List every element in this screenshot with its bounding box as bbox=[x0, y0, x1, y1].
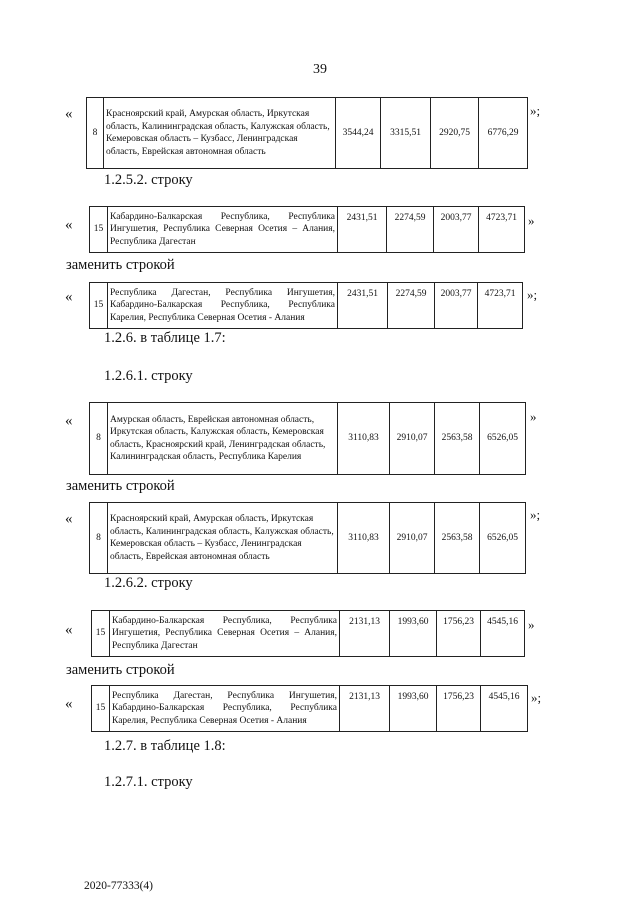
row-regions: Кабардино-Балкарская Республика, Республика Ингушетия, Республика Северная Осетия – Алания, Республика Дагестан bbox=[110, 611, 340, 657]
open-quote: « bbox=[65, 289, 73, 305]
row-value-3: 2563,58 bbox=[435, 503, 480, 574]
table-row bbox=[89, 402, 526, 475]
row-regions: Амурская область, Еврейская автономная область, Иркутская область, Калужская область, Кемеровская область, Красноярский край, Ленинградская область, Калининградская область, Республика Карелия bbox=[108, 403, 338, 475]
table-row bbox=[89, 282, 523, 329]
row-number: 15 bbox=[90, 283, 108, 329]
table-row bbox=[89, 502, 526, 574]
row-number: 15 bbox=[92, 686, 110, 732]
close-quote: »; bbox=[527, 287, 538, 302]
close-quote: »; bbox=[530, 103, 541, 118]
row-value-2: 1993,60 bbox=[390, 611, 437, 657]
row-regions: Красноярский край, Амурская область, Иркутская область, Калининградская область, Калужская область, Кемеровская область – Кузбасс, Ленинградская область, Еврейская автономная область bbox=[104, 98, 336, 169]
section-heading: 1.2.5.2. строку bbox=[104, 172, 193, 188]
row-number: 15 bbox=[90, 207, 108, 253]
row-regions: Республика Дагестан, Республика Ингушетия, Кабардино-Балкарская Республика, Республика Карелия, Республика Северная Осетия - Алания bbox=[108, 283, 338, 329]
table-row bbox=[86, 97, 528, 169]
row-value-4: 4723,71 bbox=[479, 207, 525, 253]
section-heading: 1.2.6.1. строку bbox=[104, 368, 193, 384]
row-value-1: 3110,83 bbox=[338, 403, 390, 475]
row-value-4: 4723,71 bbox=[478, 283, 523, 329]
open-quote: « bbox=[65, 511, 73, 527]
row-value-4: 6526,05 bbox=[480, 403, 526, 475]
row-value-3: 2003,77 bbox=[434, 207, 479, 253]
replace-label: заменить строкой bbox=[66, 257, 175, 273]
row-value-2: 2910,07 bbox=[390, 403, 435, 475]
row-value-2: 3315,51 bbox=[381, 98, 431, 169]
row-value-1: 3110,83 bbox=[338, 503, 390, 574]
table-row bbox=[89, 206, 525, 253]
open-quote: « bbox=[65, 413, 73, 429]
row-value-2: 1993,60 bbox=[390, 686, 437, 732]
row-value-3: 1756,23 bbox=[437, 686, 481, 732]
row-value-3: 2003,77 bbox=[435, 283, 478, 329]
row-value-4: 4545,16 bbox=[481, 686, 528, 732]
row-value-2: 2274,59 bbox=[388, 283, 435, 329]
row-value-3: 2563,58 bbox=[435, 403, 480, 475]
replace-label: заменить строкой bbox=[66, 478, 175, 494]
section-heading: 1.2.7. в таблице 1.8: bbox=[104, 738, 226, 754]
page-number: 39 bbox=[313, 62, 327, 77]
section-heading: 1.2.6. в таблице 1.7: bbox=[104, 330, 226, 346]
row-regions: Кабардино-Балкарская Республика, Республика Ингушетия, Республика Северная Осетия – Алания, Республика Дагестан bbox=[108, 207, 338, 253]
close-quote: » bbox=[530, 409, 537, 424]
row-regions: Красноярский край, Амурская область, Иркутская область, Калининградская область, Калужская область, Кемеровская область – Кузбасс, Ленинградская область, Еврейская автономная область bbox=[108, 503, 338, 574]
row-number: 8 bbox=[90, 503, 108, 574]
open-quote: « bbox=[65, 217, 73, 233]
section-heading: 1.2.6.2. строку bbox=[104, 575, 193, 591]
row-number: 8 bbox=[90, 403, 108, 475]
row-regions: Республика Дагестан, Республика Ингушетия, Кабардино-Балкарская Республика, Республика Карелия, Республика Северная Осетия - Алания bbox=[110, 686, 340, 732]
row-value-4: 4545,16 bbox=[481, 611, 525, 657]
row-value-3: 2920,75 bbox=[431, 98, 479, 169]
row-value-2: 2274,59 bbox=[387, 207, 434, 253]
row-number: 8 bbox=[87, 98, 104, 169]
row-value-4: 6526,05 bbox=[480, 503, 526, 574]
close-quote: » bbox=[528, 213, 535, 228]
close-quote: » bbox=[528, 617, 535, 632]
close-quote: »; bbox=[530, 507, 541, 522]
open-quote: « bbox=[65, 622, 73, 638]
row-value-4: 6776,29 bbox=[479, 98, 528, 169]
row-value-1: 2431,51 bbox=[338, 283, 388, 329]
row-value-1: 2131,13 bbox=[340, 611, 390, 657]
replace-label: заменить строкой bbox=[66, 662, 175, 678]
section-heading: 1.2.7.1. строку bbox=[104, 774, 193, 790]
row-number: 15 bbox=[92, 611, 110, 657]
document-code: 2020-77333(4) bbox=[84, 880, 153, 892]
close-quote: »; bbox=[531, 690, 542, 705]
row-value-1: 3544,24 bbox=[336, 98, 381, 169]
row-value-1: 2431,51 bbox=[338, 207, 387, 253]
row-value-1: 2131,13 bbox=[340, 686, 390, 732]
table-row bbox=[91, 685, 528, 732]
open-quote: « bbox=[65, 696, 73, 712]
table-row bbox=[91, 610, 525, 657]
open-quote: « bbox=[65, 106, 73, 122]
row-value-3: 1756,23 bbox=[437, 611, 481, 657]
row-value-2: 2910,07 bbox=[390, 503, 435, 574]
